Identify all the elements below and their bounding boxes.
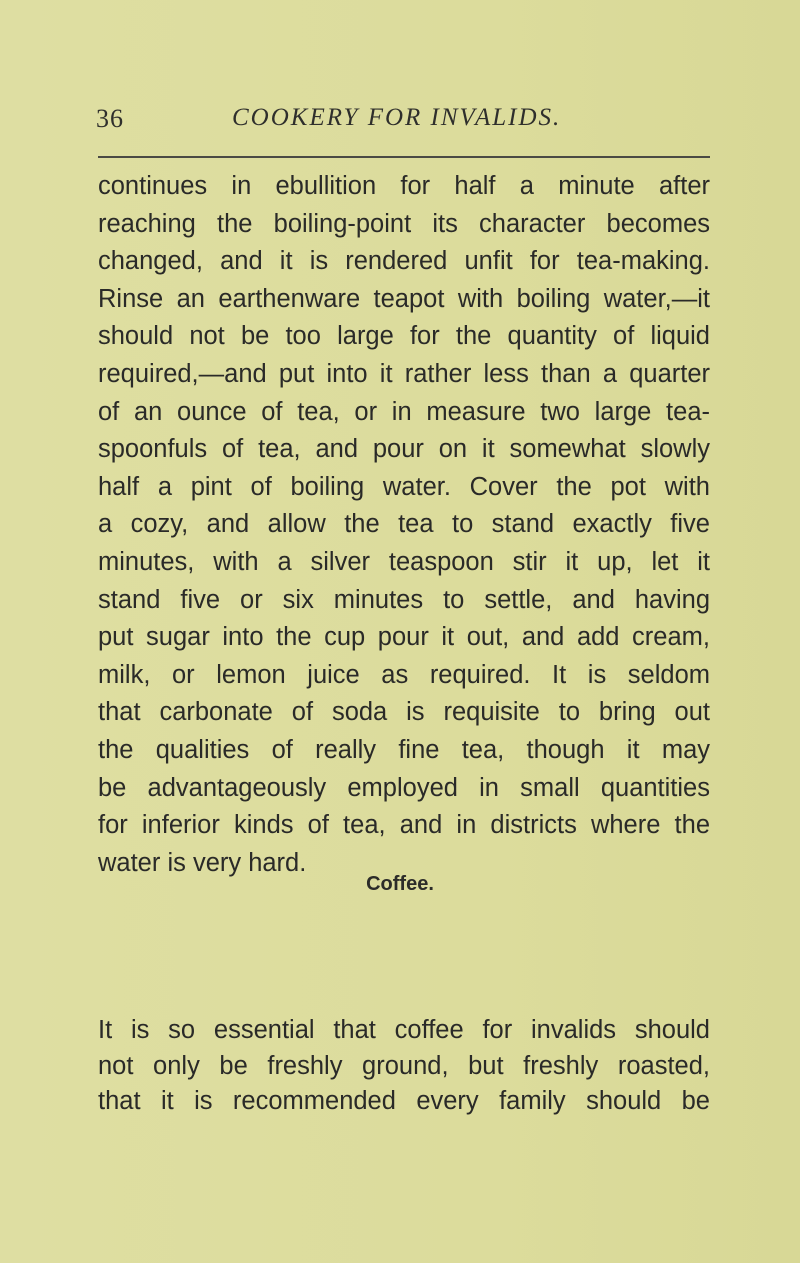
text-line: stand five or six minutes to settle, and having <box>98 585 710 614</box>
text-line: should not be too large for the quantity of liquid <box>98 322 710 351</box>
text-line: required,—and put into it rather less than a quarter <box>98 359 710 388</box>
running-head: COOKERY FOR INVALIDS. <box>232 104 562 131</box>
text-line: put sugar into the cup pour it out, and add cream, <box>98 623 710 652</box>
text-line: water is very hard. <box>98 848 307 877</box>
text-line: a cozy, and allow the tea to stand exactly five <box>98 510 710 539</box>
text-line: Rinse an earthenware teapot with boiling water,—it <box>98 284 710 313</box>
text-line: the qualities of really fine tea, though it may <box>98 735 710 764</box>
text-line: minutes, with a silver teaspoon stir it up, let it <box>98 547 710 576</box>
text-line: continues in ebullition for half a minute after <box>98 172 710 200</box>
text-line: changed, and it is rendered unfit for tea-making. <box>98 247 710 276</box>
text-line: for inferior kinds of tea, and in districts where the <box>98 811 710 840</box>
header-rule <box>98 156 710 158</box>
paragraph-tea <box>98 168 710 882</box>
text-line: not only be freshly ground, but freshly roasted, <box>98 1051 710 1080</box>
text-line: milk, or lemon juice as required. It is seldom <box>98 660 710 689</box>
text-line: It is so essential that coffee for invalids should <box>98 1016 710 1044</box>
text-line: that it is recommended every family should be <box>98 1087 710 1116</box>
text-line: be advantageously employed in small quantities <box>98 773 710 802</box>
paragraph-coffee <box>98 1013 710 1120</box>
text-line: spoonfuls of tea, and pour on it somewhat slowly <box>98 435 710 464</box>
section-heading: Coffee. <box>366 873 434 895</box>
text-line: half a pint of boiling water. Cover the pot with <box>98 472 710 501</box>
text-line: that carbonate of soda is requisite to bring out <box>98 698 710 727</box>
page-number: 36 <box>96 104 124 133</box>
text-line: reaching the boiling-point its character becomes <box>98 209 710 238</box>
text-line: of an ounce of tea, or in measure two large tea- <box>98 397 710 426</box>
